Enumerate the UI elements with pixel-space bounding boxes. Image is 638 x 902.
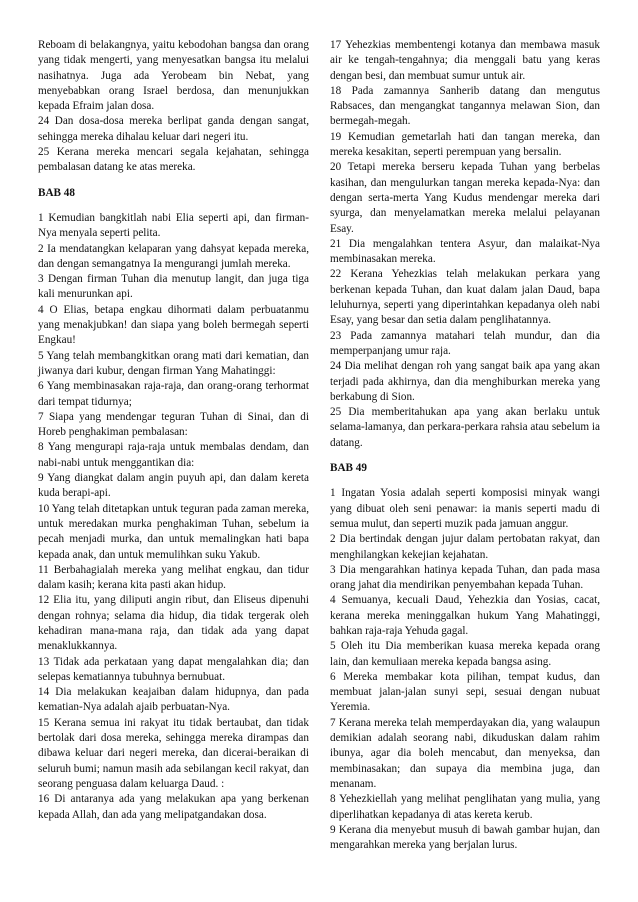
verse-48-8: 8 Yang mengurapi raja-raja untuk membalas dendam, dan nabi-nabi untuk menggantikan dia: bbox=[38, 441, 309, 469]
verse-48-17: 17 Yehezkias membentengi kotanya dan membawa masuk air ke tengah-tengahnya; dia menggali batu yang keras dengan besi, dan membuat sumur untuk air. bbox=[330, 39, 600, 82]
right-column bbox=[330, 38, 600, 853]
verse-48-1: 1 Kemudian bangkitlah nabi Elia seperti api, dan firman-Nya menyala seperti pelita. bbox=[38, 211, 309, 240]
verse-48-14: 14 Dia melakukan keajaiban dalam hidupnya, dan pada kematian-Nya adalah ajaib perbuatan-Nya. bbox=[38, 686, 309, 714]
verse-48-21: 21 Dia mengalahkan tentera Asyur, dan malaikat-Nya membinasakan mereka. bbox=[330, 237, 600, 266]
verse-48-10: 10 Yang telah ditetapkan untuk teguran pada zaman mereka, untuk meredakan murka penghakiman Tuhan, sebelum ia pecah menjadi murka, dan untuk memalingkan hati bapa kepada anak, dan untuk memulihkan suku Yakub. bbox=[38, 502, 309, 561]
intro-paragraph: Reboam di belakangnya, yaitu kebodohan bangsa dan orang yang tidak mengerti, yang menyesatkan bangsa itu melalui nasihatnya. Juga ada Yerobeam bin Nebat, yang menyebabkan orang Israel berdosa, dan menunjukkan kepada Efraim jalan dosa. bbox=[38, 39, 309, 113]
verse-48-3: 3 Dengan firman Tuhan dia menutup langit, dan juga tiga kali menurunkan api. bbox=[38, 273, 309, 301]
verse-48-11: 11 Berbahagialah mereka yang melihat engkau, dan tidur dalam kasih; kerana kita pasti akan hidup. bbox=[38, 563, 309, 592]
chapter-heading-49: BAB 49 bbox=[330, 462, 367, 475]
verse-48-19: 19 Kemudian gemetarlah hati dan tangan mereka, dan mereka kesakitan, seperti perempuan yang bersalin. bbox=[330, 130, 600, 159]
verse-48-23: 23 Pada zamannya matahari telah mundur, dan dia memperpanjang umur raja. bbox=[330, 329, 600, 357]
verse-48-16: 16 Di antaranya ada yang melakukan apa yang berkenan kepada Allah, dan ada yang melipatgandakan dosa. bbox=[38, 793, 309, 821]
verse-48-9: 9 Yang diangkat dalam angin puyuh api, dan dalam kereta kuda berapi-api. bbox=[38, 472, 309, 500]
verse-49-6: 6 Mereka membakar kota pilihan, tempat kudus, dan membuat jalan-jalan sunyi sepi, sesuai dengan nubuat Yeremia. bbox=[330, 670, 600, 714]
verse-49-3: 3 Dia mengarahkan hatinya kepada Tuhan, dan pada masa orang jahat dia mendirikan penyembahan kepada Tuhan. bbox=[330, 563, 600, 592]
verse-48-2: 2 Ia mendatangkan kelaparan yang dahsyat kepada mereka, dan dengan semangatnya Ia mengurangi jumlah mereka. bbox=[38, 242, 309, 270]
verse-49-2: 2 Dia bertindak dengan jujur dalam pertobatan rakyat, dan menghilangkan kekejian kejahatan. bbox=[330, 533, 600, 561]
verse-49-9: 9 Kerana dia menyebut musuh di bawah gambar hujan, dan mengarahkan mereka yang berjalan lurus. bbox=[330, 823, 600, 852]
verse-48-15: 15 Kerana semua ini rakyat itu tidak bertaubat, dan tidak bertolak dari dosa mereka, sehingga mereka dirampas dan dibawa keluar dari negeri mereka, dan dicerai-beraikan di seluruh bumi; namun masih ada sebilangan kecil rakyat, dan seorang penguasa dalam keluarga Daud. : bbox=[38, 716, 309, 790]
verse-49-4: 4 Semuanya, kecuali Daud, Yehezkia dan Yosias, cacat, kerana mereka meninggalkan hukum Yang Mahatinggi, bahkan raja-raja Yehuda gagal. bbox=[330, 594, 600, 637]
verse-48-4: 4 O Elias, betapa engkau dihormati dalam perbuatanmu yang menakjubkan! dan siapa yang boleh bermegah seperti Engkau! bbox=[38, 303, 309, 347]
verse-47-24: 24 Dan dosa-dosa mereka berlipat ganda dengan sangat, sehingga mereka dihalau keluar dari negeri itu. bbox=[38, 115, 309, 143]
verse-49-1: 1 Ingatan Yosia adalah seperti komposisi minyak wangi yang dibuat oleh seni penawar: ia manis seperti madu di semua mulut, dan seperti muzik pada jamuan anggur. bbox=[330, 487, 600, 530]
verse-49-5: 5 Oleh itu Dia memberikan kuasa mereka kepada orang lain, dan kemuliaan mereka kepada bangsa asing. bbox=[330, 640, 600, 668]
verse-48-18: 18 Pada zamannya Sanherib datang dan mengutus Rabsaces, dan mengangkat tangannya melawan Sion, dan bermegah-megah. bbox=[330, 84, 600, 128]
verse-48-5: 5 Yang telah membangkitkan orang mati dari kematian, dan jiwanya dari kubur, dengan firman Yang Mahatinggi: bbox=[38, 349, 309, 377]
verse-48-25: 25 Dia memberitahukan apa yang akan berlaku untuk selama-lamanya, dan perkara-perkara rahsia atau sebelum ia datang. bbox=[330, 406, 600, 449]
verse-48-22: 22 Kerana Yehezkias telah melakukan perkara yang berkenan kepada Tuhan, dan kuat dalam jalan Daud, bapa leluhurnya, seperti yang diperintahkan kepadanya oleh nabi Esay, yang besar dan setia dalam penglihatannya. bbox=[330, 268, 600, 327]
verse-48-12: 12 Elia itu, yang diliputi angin ribut, dan Eliseus dipenuhi dengan rohnya; selama dia hidup, dia tidak tergerak oleh kehadiran mana-mana raja, dan tidak ada yang dapat menaklukkannya. bbox=[38, 594, 309, 653]
verse-48-20: 20 Tetapi mereka berseru kepada Tuhan yang berbelas kasihan, dan mengulurkan tangan mereka kepada-Nya: dan dengan serta-merta Yang Kudus mendengar mereka dari syurga, dan menyelamatkan mereka melalui pelayanan Esay. bbox=[330, 161, 600, 235]
verse-49-8: 8 Yehezkiellah yang melihat penglihatan yang mulia, yang diperlihatkan kepadanya di atas kereta kerub. bbox=[330, 793, 600, 821]
verse-48-6: 6 Yang membinasakan raja-raja, dan orang-orang terhormat dari tempat tidurnya; bbox=[38, 380, 309, 408]
verse-47-25: 25 Kerana mereka mencari segala kejahatan, sehingga pembalasan datang ke atas mereka. bbox=[38, 146, 309, 174]
verse-49-7: 7 Kerana mereka telah memperdayakan dia, yang walaupun demikian adalah seorang nabi, dikuduskan dalam rahim ibunya, agar dia boleh mencabut, dan menyeksa, dan membinasakan; dan supaya dia membina juga, dan menanam. bbox=[330, 716, 600, 790]
verse-48-13: 13 Tidak ada perkataan yang dapat mengalahkan dia; dan selepas kematiannya tubuhnya bernubuat. bbox=[38, 655, 309, 683]
chapter-heading-48: BAB 48 bbox=[38, 186, 75, 199]
verse-48-24: 24 Dia melihat dengan roh yang sangat baik apa yang akan terjadi pada akhirnya, dan dia menghiburkan mereka yang berkabung di Sion. bbox=[330, 360, 600, 403]
verse-48-7: 7 Siapa yang mendengar teguran Tuhan di Sinai, dan di Horeb penghakiman pembalasan: bbox=[38, 410, 309, 439]
left-column bbox=[38, 38, 309, 823]
